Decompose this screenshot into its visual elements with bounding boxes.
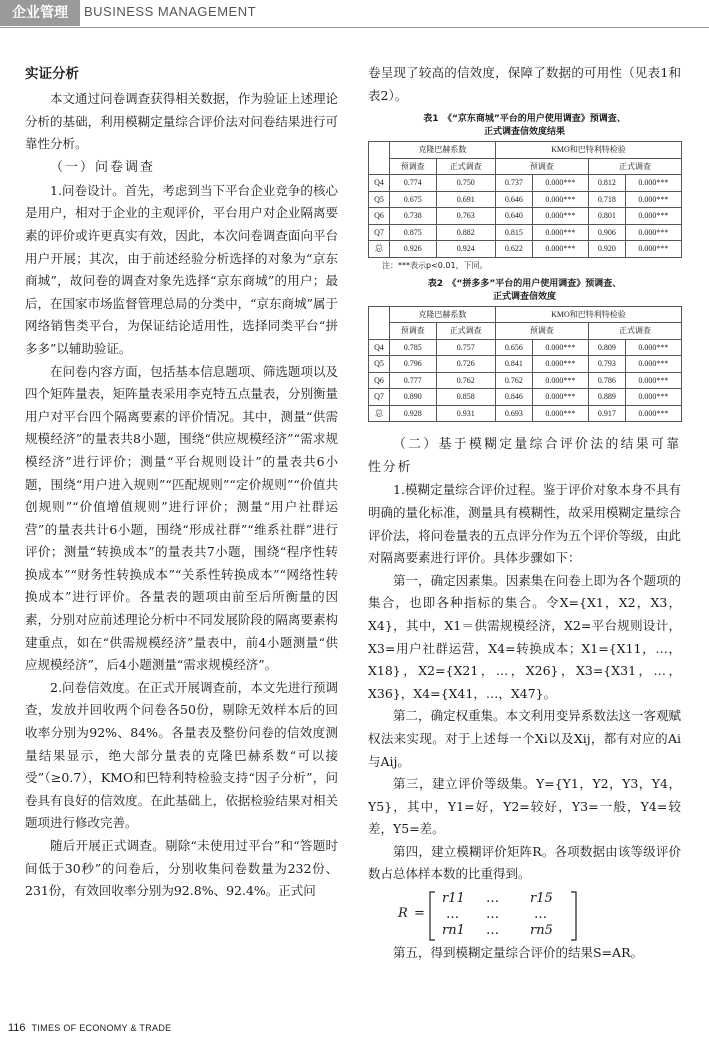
- table-header: 正式调查: [436, 158, 495, 175]
- table-cell: 0.675: [390, 191, 437, 208]
- table-cell: 0.000***: [532, 339, 588, 356]
- table-cell: 0.917: [588, 405, 625, 422]
- table-cell: 0.691: [436, 191, 495, 208]
- section-heading: 实证分析: [25, 66, 79, 82]
- table-header: KMO和巴特利特检验: [495, 142, 681, 159]
- table-cell: 0.622: [495, 241, 532, 258]
- table-row: [369, 208, 682, 225]
- table2-caption-2: 正式调查信效度: [492, 291, 556, 302]
- matrix-lhs: R: [398, 906, 408, 922]
- table-cell: Q4: [369, 339, 390, 356]
- left-column: [25, 62, 338, 903]
- paragraph-step4: 第四，建立模糊评价矩阵R。各项数据由该等级评价数占总体样本数的比重得到。: [368, 843, 681, 882]
- table-cell: 0.777: [390, 372, 437, 389]
- table1: [368, 141, 682, 258]
- table-cell: 0.796: [390, 356, 437, 373]
- page-header: [0, 0, 709, 26]
- paragraph-content: 在问卷内容方面，包括基本信息题项、筛选题项以及四个矩阵量表，矩阵量表采用李克特五点量表，分别衡量用户对平台四个隔离要素的评价情况。其中，测量“供需规模经济”的量表共8小题，围绕“供应规模经济”“需求规模经济”进行评价；测量“平台规则设计”的量表共6小题，围绕“用户进入规则”“匹配规则”“定价规则”“价值共创规则”“价值增值规则”进行评价；测量“用户社群运营”的量表共计6小题，围绕“形成社群”“维系社群”进行评价；测量“转换成本”的量表共7小题，围绕“程序性转换成本”“财务性转换成本”“关系性转换成本”“网络性转换成本”进行评价。各量表的题项由前至后所衡量的因素，分别对应前述理论分析中不同发展阶段的隔离要素构建重点，如在“供需规模经济”量表中，前4小题测量“供应规模经济”，后4小题测量“需求规模经济”。: [25, 363, 338, 673]
- table-cell: 0.000***: [625, 241, 681, 258]
- table-cell: 0.858: [436, 389, 495, 406]
- table-corner: [369, 142, 390, 175]
- table-cell: Q6: [369, 372, 390, 389]
- table-cell: 0.000***: [532, 405, 588, 422]
- table-cell: 0.882: [436, 224, 495, 241]
- table1-caption-2: 正式调查信效度结果: [483, 127, 565, 138]
- table-header: 正式调查: [436, 323, 495, 340]
- page-number: 116: [8, 1022, 26, 1034]
- table-header: 正式调查: [588, 158, 681, 175]
- table-cell: 0.762: [436, 372, 495, 389]
- table-cell: 总: [369, 241, 390, 258]
- table1-caption: 表1 《“京东商城”平台的用户使用调查》预调查、: [423, 114, 626, 125]
- matrix-rn1: rn1: [442, 923, 465, 939]
- table-cell: 0.738: [390, 208, 437, 225]
- section-label-en: BUSINESS MANAGEMENT: [84, 4, 257, 19]
- table-header: 正式调查: [588, 323, 681, 340]
- table-cell: 0.750: [436, 175, 495, 192]
- table-cell: 0.763: [436, 208, 495, 225]
- paragraph-step3: 第三，建立评价等级集。Y={Y1，Y2，Y3，Y4，Y5}，其中，Y1=好，Y2=较好，Y3=一般，Y4=较差，Y5=差。: [368, 776, 681, 837]
- matrix-r15: r15: [530, 891, 553, 907]
- table-cell: 0.906: [588, 224, 625, 241]
- paragraph-step5: 第五，得到模糊定量综合评价的结果S=AR。: [393, 945, 643, 961]
- table-cell: 0.928: [390, 405, 437, 422]
- table-row: [369, 224, 682, 241]
- table-header: 克隆巴赫系数: [390, 142, 496, 159]
- table-cell: 0.718: [588, 191, 625, 208]
- table-cell: 0.809: [588, 339, 625, 356]
- table-cell: 0.000***: [625, 175, 681, 192]
- table-cell: 0.926: [390, 241, 437, 258]
- table-cell: 0.000***: [625, 191, 681, 208]
- matrix-eq: =: [414, 906, 425, 922]
- table-cell: Q5: [369, 356, 390, 373]
- table-cell: Q4: [369, 175, 390, 192]
- table-cell: 0.726: [436, 356, 495, 373]
- table-row: [369, 175, 682, 192]
- table-note: 注：***表示p<0.01，下同。: [382, 260, 488, 270]
- matrix-dots: …: [534, 907, 547, 923]
- fuzzy-matrix: [398, 890, 681, 942]
- table-cell: 0.000***: [625, 224, 681, 241]
- table-cell: Q6: [369, 208, 390, 225]
- table-cell: Q5: [369, 191, 390, 208]
- paragraph-questionnaire-design: 1.问卷设计。首先，考虑到当下平台企业竞争的核心是用户，相对于企业的主观评价，平台用户对企业隔离要素的评价或许更真实有效，因此，本次问卷调查面向平台用户开展；其次，由于前述经验分析选择的对象为“京东商城”，故问卷的调查对象先选择“京东商城”的用户；最后，在国家市场监督管理总局的分类中，“京东商城”属于网络销售类平台，为保证结论适用性，选择同类平台“拼多多”以辅助验证。: [25, 182, 338, 356]
- table-cell: 0.815: [495, 224, 532, 241]
- table-cell: 0.841: [495, 356, 532, 373]
- table-cell: 0.000***: [625, 339, 681, 356]
- table-cell: 0.920: [588, 241, 625, 258]
- table-cell: 0.793: [588, 356, 625, 373]
- table-corner: [369, 306, 390, 339]
- table-cell: 0.785: [390, 339, 437, 356]
- table-cell: 0.875: [390, 224, 437, 241]
- table-header: 预调查: [495, 158, 588, 175]
- table-cell: 0.000***: [625, 208, 681, 225]
- table-cell: 0.762: [495, 372, 532, 389]
- table-row: [369, 389, 682, 406]
- table-cell: 0.000***: [532, 389, 588, 406]
- table-header: KMO和巴特利特检验: [495, 306, 681, 323]
- paragraph-step2: 第二，确定权重集。本文利用变异系数法这一客观赋权法来实现。对于上述每一个Xi以及Xij，都有对应的Ai与Aij。: [368, 708, 681, 769]
- table-cell: 0.646: [495, 191, 532, 208]
- table-cell: 0.812: [588, 175, 625, 192]
- table-row: [369, 241, 682, 258]
- table-cell: 0.846: [495, 389, 532, 406]
- table2-caption: 表2 《“拼多多”平台的用户使用调查》预调查、: [427, 278, 622, 289]
- table-cell: 总: [369, 405, 390, 422]
- table-cell: 0.737: [495, 175, 532, 192]
- intro-paragraph: 本文通过问卷调查获得相关数据，作为验证上述理论分析的基础，利用模糊定量综合评价法对问卷结果进行可靠性分析。: [25, 91, 338, 152]
- table-cell: 0.000***: [532, 241, 588, 258]
- table-row: [369, 372, 682, 389]
- table-cell: 0.890: [390, 389, 437, 406]
- table-cell: 0.000***: [532, 208, 588, 225]
- matrix-dots: …: [486, 891, 499, 907]
- table-cell: 0.000***: [625, 389, 681, 406]
- paragraph-formal-survey: 随后开展正式调查。剔除“未使用过平台”和“答题时间低于30秒”的问卷后，分别收集问卷数量为232份、231份，有效回收率分别为92.8%、92.4%。正式问: [25, 838, 338, 899]
- table-cell: 0.656: [495, 339, 532, 356]
- journal-name: TIMES OF ECONOMY & TRADE: [31, 1023, 172, 1033]
- table-header: 预调查: [390, 158, 437, 175]
- paragraph-step1: 第一，确定因素集。因素集在问卷上即为各个题项的集合，也即各种指标的集合。令X={X1，X2，X3，X4}，其中，X1＝供需规模经济，X2=平台规则设计，X3=用户社群运营，X4=转换成本；X1={X11，…，X18}，X2={X21，…，X26}，X3={X31，…，X36}，X4={X41，…，X47}。: [368, 572, 681, 701]
- table-row: [369, 356, 682, 373]
- table-cell: 0.774: [390, 175, 437, 192]
- table-cell: Q7: [369, 224, 390, 241]
- table-cell: 0.889: [588, 389, 625, 406]
- table-cell: Q7: [369, 389, 390, 406]
- table-cell: 0.000***: [625, 405, 681, 422]
- right-column: [368, 62, 681, 965]
- table-header: 克隆巴赫系数: [390, 306, 496, 323]
- table-cell: 0.786: [588, 372, 625, 389]
- table-cell: 0.801: [588, 208, 625, 225]
- table-row: [369, 405, 682, 422]
- subsection-heading-1: （一）问卷调查: [50, 159, 156, 175]
- table-cell: 0.924: [436, 241, 495, 258]
- table-cell: 0.000***: [625, 372, 681, 389]
- header-rule: [0, 27, 709, 28]
- section-label: 企业管理: [0, 0, 80, 26]
- table-cell: 0.000***: [532, 224, 588, 241]
- table2: [368, 306, 682, 423]
- subsection-heading-2: （二）基于模糊定量综合评价法的结果可靠性分析: [368, 437, 681, 475]
- table-header: 预调查: [495, 323, 588, 340]
- page-footer: [8, 1022, 171, 1034]
- table-cell: 0.000***: [532, 356, 588, 373]
- table-cell: 0.640: [495, 208, 532, 225]
- paragraph-continued: 卷呈现了较高的信效度，保障了数据的可用性（见表1和表2）。: [368, 65, 681, 103]
- table-cell: 0.757: [436, 339, 495, 356]
- table-row: [369, 339, 682, 356]
- table-cell: 0.693: [495, 405, 532, 422]
- matrix-dots: …: [446, 907, 459, 923]
- table-header: 预调查: [390, 323, 437, 340]
- paragraph-process: 1.模糊定量综合评价过程。鉴于评价对象本身不具有明确的量化标准，测量具有模糊性，故采用模糊定量综合评价法，将问卷量表的五点评分作为五个评价等级，由此对隔离要素进行评价。具体步骤如下：: [368, 482, 681, 566]
- table-cell: 0.000***: [532, 191, 588, 208]
- table-cell: 0.931: [436, 405, 495, 422]
- matrix-r11: r11: [442, 891, 465, 907]
- paragraph-reliability: 2.问卷信效度。在正式开展调查前，本文先进行预调查，发放并回收两个问卷各50份，剔除无效样本后的回收率分别为92%、84%。各量表及整份问卷的信效度测量结果显示，绝大部分量表的克隆巴赫系数“可以接受”（≥0.7），KMO和巴特利特检验支持“因子分析”，问卷具有良好的信效度。在此基础上，依据检验结果对相关题项进行修改完善。: [25, 679, 338, 831]
- table-cell: 0.000***: [532, 175, 588, 192]
- table-row: [369, 191, 682, 208]
- matrix-rn5: rn5: [530, 923, 553, 939]
- table-cell: 0.000***: [625, 356, 681, 373]
- matrix-dots: …: [486, 923, 499, 939]
- table-cell: 0.000***: [532, 372, 588, 389]
- matrix-dots: …: [486, 907, 499, 923]
